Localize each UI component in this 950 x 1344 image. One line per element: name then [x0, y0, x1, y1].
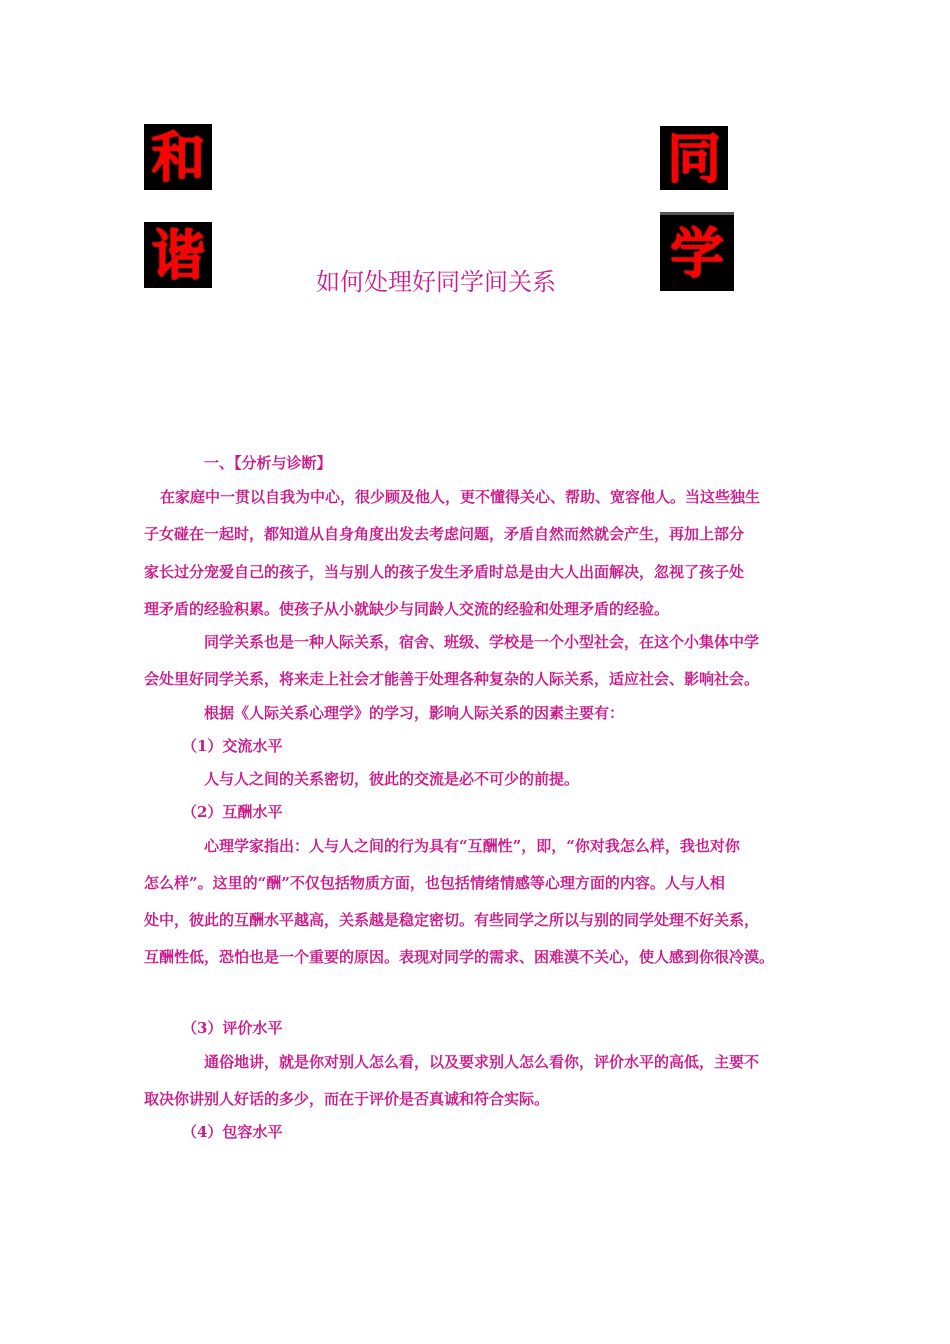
decorative-char-tong: 同	[660, 126, 728, 190]
paragraph-line: 通俗地讲，就是你对别人怎么看，以及要求别人怎么看你，评价水平的高低，主要不	[204, 1053, 760, 1071]
paragraph-line: 理矛盾的经验积累。使孩子从小就缺少与同龄人交流的经验和处理矛盾的经验。	[144, 600, 670, 618]
paragraph-line: 同学关系也是一种人际关系，宿舍、班级、学校是一个小型社会，在这个小集体中学	[204, 633, 760, 651]
decorative-char-xue: 学	[660, 212, 734, 291]
paragraph-line: 在家庭中一贯以自我为中心，很少顾及他人，更不懂得关心、帮助、宽容他人。当这些独生	[160, 488, 761, 506]
paragraph-line: 取决你讲别人好话的多少，而在于评价是否真诚和符合实际。	[144, 1090, 550, 1108]
paragraph-line: 会处里好同学关系，将来走上社会才能善于处理各种复杂的人际关系，适应社会、影响社会。	[144, 670, 760, 688]
paragraph-line: 人与人之间的关系密切，彼此的交流是必不可少的前提。	[204, 770, 580, 788]
page-title: 如何处理好同学间关系	[316, 268, 556, 296]
item-heading: （1）交流水平	[182, 737, 283, 755]
decorative-char-he: 和	[144, 124, 212, 190]
paragraph-line: 处中，彼此的互酬水平越高，关系越是稳定密切。有些同学之所以与别的同学处理不好关系，	[144, 911, 760, 929]
paragraph-line: 根据《人际关系心理学》的学习，影响人际关系的因素主要有：	[204, 704, 625, 722]
paragraph-line: 怎么样”。这里的“酬”不仅包括物质方面，也包括情绪情感等心理方面的内容。人与人相	[144, 874, 725, 892]
item-heading: （3）评价水平	[182, 1019, 283, 1037]
paragraph-line: 子女碰在一起时，都知道从自身角度出发去考虑问题，矛盾自然而然就会产生，再加上部分	[144, 525, 745, 543]
item-heading: （2）互酬水平	[182, 803, 283, 821]
paragraph-line: 互酬性低，恐怕也是一个重要的原因。表现对同学的需求、困难漠不关心，使人感到你很冷漠。	[144, 948, 775, 966]
section-heading: 一、【分析与诊断】	[204, 454, 332, 472]
paragraph-line: 家长过分宠爱自己的孩子，当与别人的孩子发生矛盾时总是由大人出面解决，忽视了孩子处	[144, 563, 745, 581]
paragraph-line: 心理学家指出：人与人之间的行为具有“互酬性”，即，“你对我怎么样，我也对你	[204, 837, 740, 855]
decorative-char-xie: 谐	[144, 222, 212, 288]
item-heading: （4）包容水平	[182, 1123, 283, 1141]
